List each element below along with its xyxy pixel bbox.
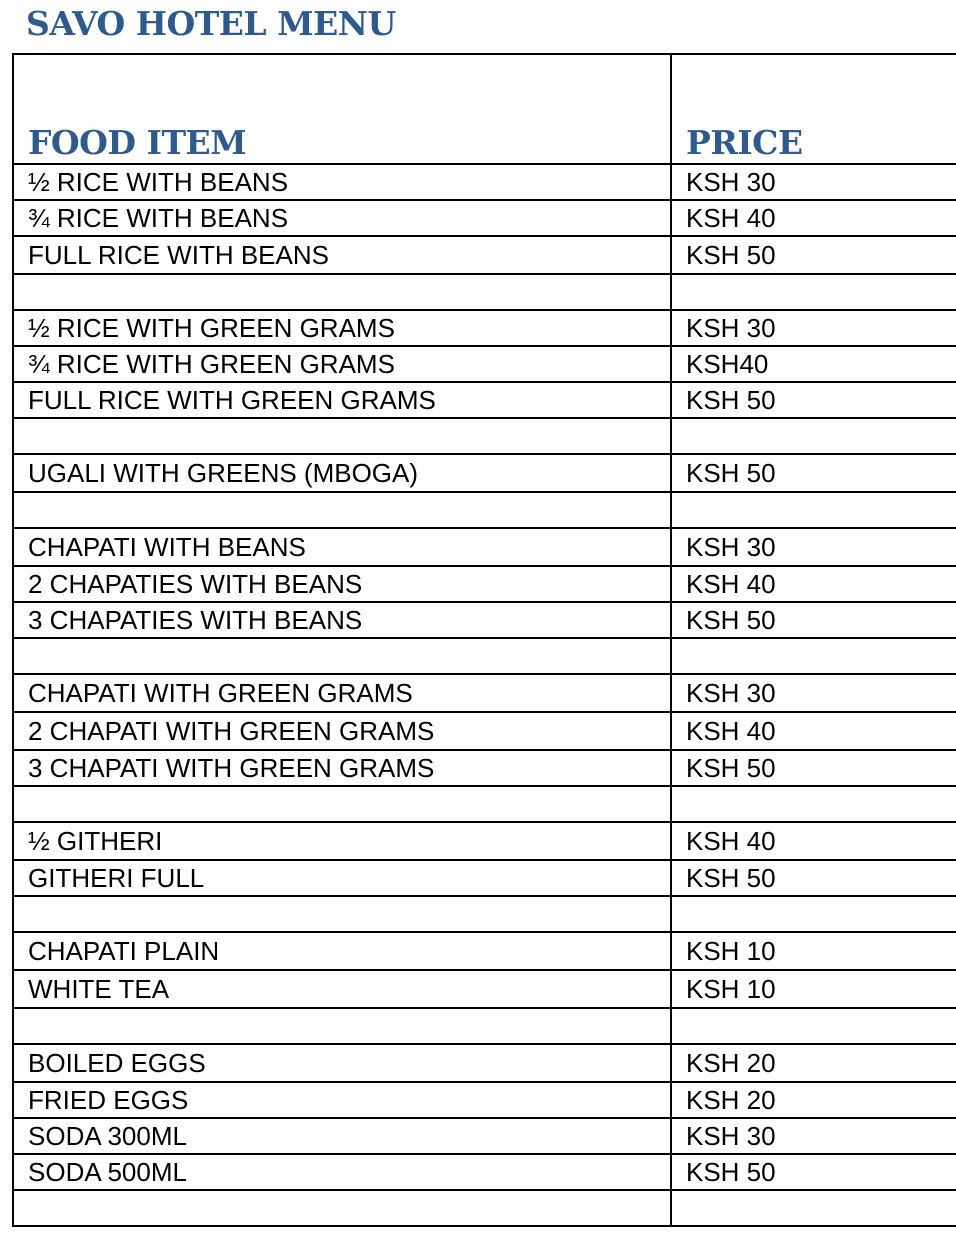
table-row bbox=[13, 1154, 956, 1190]
food-item-cell: CHAPATI PLAIN bbox=[13, 932, 671, 970]
food-item-cell: ¾ RICE WITH BEANS bbox=[13, 200, 671, 236]
food-item-cell: 2 CHAPATIES WITH BEANS bbox=[13, 566, 671, 602]
spacer-row bbox=[13, 274, 956, 310]
food-item-cell: BOILED EGGS bbox=[13, 1044, 671, 1082]
food-item-cell: CHAPATI WITH GREEN GRAMS bbox=[13, 674, 671, 712]
price-cell: KSH 50 bbox=[671, 750, 956, 786]
table-row bbox=[13, 674, 956, 712]
table-header-row bbox=[13, 54, 956, 164]
price-cell: KSH 50 bbox=[671, 1154, 956, 1190]
spacer-row bbox=[13, 1190, 956, 1226]
table-row bbox=[13, 382, 956, 418]
price-cell: KSH 10 bbox=[671, 970, 956, 1008]
price-cell bbox=[671, 492, 956, 528]
spacer-row bbox=[13, 1008, 956, 1044]
price-cell: KSH 40 bbox=[671, 566, 956, 602]
food-item-cell: SODA 300ML bbox=[13, 1118, 671, 1154]
price-cell: KSH 40 bbox=[671, 712, 956, 750]
food-item-cell: ½ RICE WITH BEANS bbox=[13, 164, 671, 200]
table-row bbox=[13, 236, 956, 274]
table-row bbox=[13, 1082, 956, 1118]
food-item-cell bbox=[13, 1190, 671, 1226]
table-row bbox=[13, 860, 956, 896]
price-cell: KSH 40 bbox=[671, 822, 956, 860]
food-item-cell: 3 CHAPATIES WITH BEANS bbox=[13, 602, 671, 638]
menu-table bbox=[12, 53, 956, 1227]
table-row bbox=[13, 970, 956, 1008]
price-cell: KSH 20 bbox=[671, 1082, 956, 1118]
food-item-cell bbox=[13, 492, 671, 528]
food-item-cell: WHITE TEA bbox=[13, 970, 671, 1008]
food-item-cell: SODA 500ML bbox=[13, 1154, 671, 1190]
food-item-cell bbox=[13, 786, 671, 822]
food-item-cell: FULL RICE WITH GREEN GRAMS bbox=[13, 382, 671, 418]
table-row bbox=[13, 346, 956, 382]
table-row bbox=[13, 454, 956, 492]
spacer-row bbox=[13, 786, 956, 822]
food-item-cell: FRIED EGGS bbox=[13, 1082, 671, 1118]
food-item-header: FOOD ITEM bbox=[13, 54, 671, 164]
price-cell bbox=[671, 896, 956, 932]
price-cell: KSH 50 bbox=[671, 236, 956, 274]
table-row bbox=[13, 528, 956, 566]
price-cell: KSH 30 bbox=[671, 164, 956, 200]
price-cell: KSH 10 bbox=[671, 932, 956, 970]
price-cell: KSH40 bbox=[671, 346, 956, 382]
table-row bbox=[13, 1118, 956, 1154]
food-item-cell: 2 CHAPATI WITH GREEN GRAMS bbox=[13, 712, 671, 750]
table-row bbox=[13, 932, 956, 970]
table-row bbox=[13, 712, 956, 750]
food-item-cell: GITHERI FULL bbox=[13, 860, 671, 896]
page-title: SAVO HOTEL MENU bbox=[26, 4, 396, 43]
food-item-cell bbox=[13, 418, 671, 454]
food-item-cell: ¾ RICE WITH GREEN GRAMS bbox=[13, 346, 671, 382]
price-cell: KSH 30 bbox=[671, 310, 956, 346]
price-cell bbox=[671, 1008, 956, 1044]
price-cell: KSH 30 bbox=[671, 674, 956, 712]
price-cell: KSH 50 bbox=[671, 382, 956, 418]
price-cell: KSH 50 bbox=[671, 454, 956, 492]
spacer-row bbox=[13, 492, 956, 528]
price-cell bbox=[671, 638, 956, 674]
table-row bbox=[13, 822, 956, 860]
price-cell bbox=[671, 1190, 956, 1226]
table-row bbox=[13, 750, 956, 786]
table-row bbox=[13, 310, 956, 346]
food-item-cell bbox=[13, 638, 671, 674]
food-item-cell: ½ RICE WITH GREEN GRAMS bbox=[13, 310, 671, 346]
spacer-row bbox=[13, 418, 956, 454]
price-cell: KSH 40 bbox=[671, 200, 956, 236]
table-row bbox=[13, 1044, 956, 1082]
food-item-cell: 3 CHAPATI WITH GREEN GRAMS bbox=[13, 750, 671, 786]
price-cell bbox=[671, 418, 956, 454]
price-header: PRICE bbox=[671, 54, 956, 164]
price-cell: KSH 30 bbox=[671, 528, 956, 566]
food-item-cell bbox=[13, 896, 671, 932]
table-row bbox=[13, 566, 956, 602]
price-cell: KSH 50 bbox=[671, 602, 956, 638]
price-cell: KSH 50 bbox=[671, 860, 956, 896]
food-item-cell: ½ GITHERI bbox=[13, 822, 671, 860]
spacer-row bbox=[13, 638, 956, 674]
food-item-cell bbox=[13, 274, 671, 310]
table-row bbox=[13, 200, 956, 236]
food-item-cell: FULL RICE WITH BEANS bbox=[13, 236, 671, 274]
food-item-cell bbox=[13, 1008, 671, 1044]
price-cell: KSH 20 bbox=[671, 1044, 956, 1082]
table-row bbox=[13, 602, 956, 638]
food-item-cell: CHAPATI WITH BEANS bbox=[13, 528, 671, 566]
price-cell: KSH 30 bbox=[671, 1118, 956, 1154]
food-item-cell: UGALI WITH GREENS (MBOGA) bbox=[13, 454, 671, 492]
price-cell bbox=[671, 274, 956, 310]
table-row bbox=[13, 164, 956, 200]
price-cell bbox=[671, 786, 956, 822]
spacer-row bbox=[13, 896, 956, 932]
